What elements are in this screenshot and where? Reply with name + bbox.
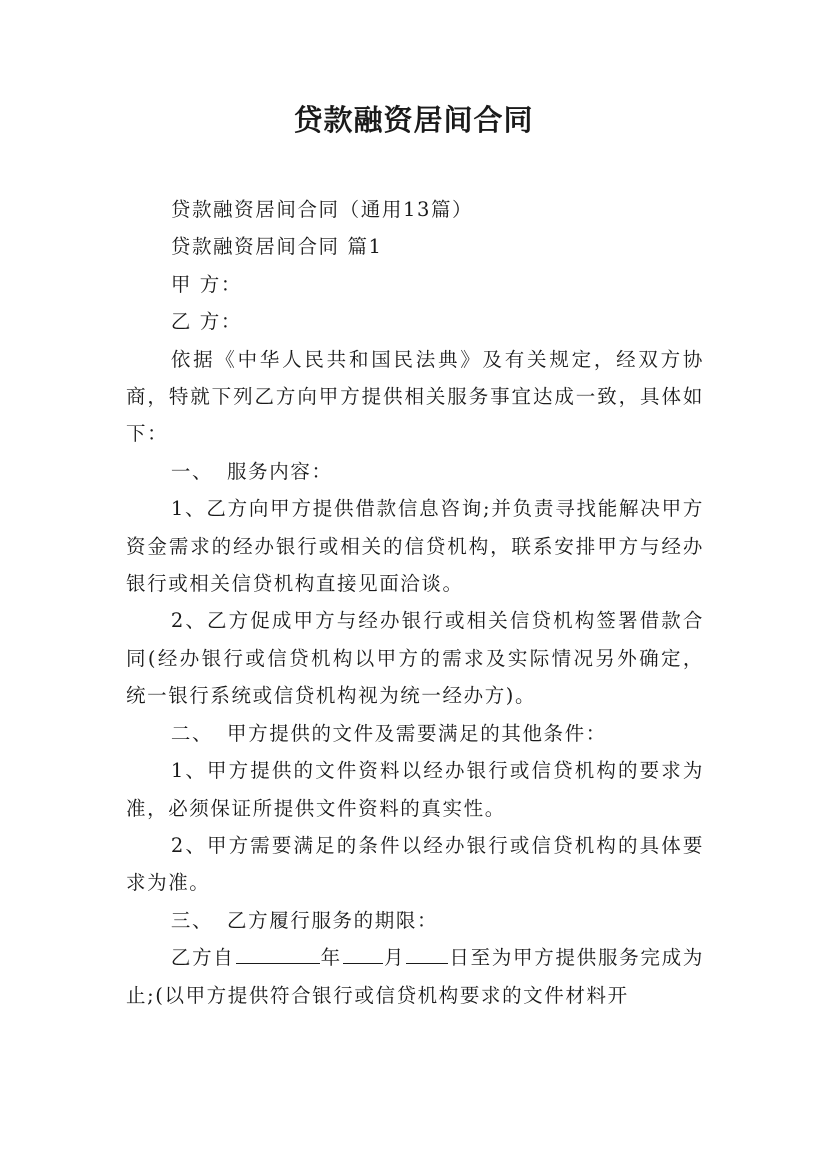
text-year: 年: [320, 946, 342, 970]
clause-2-item-2: 2、甲方需要满足的条件以经办银行或信贷机构的具体要求为准。: [126, 833, 704, 895]
text-until: 日至为甲方提供服务完成为止;(以甲方提供符合银行或信贷机构要求的文件材料开: [126, 946, 704, 1007]
day-blank: [406, 943, 448, 964]
clause-heading-2: [126, 715, 704, 752]
month-blank: [343, 943, 383, 964]
clause-title-2: 甲方提供的文件及需要满足的其他条件：: [227, 721, 607, 745]
clause-3-item-1: [126, 939, 704, 1014]
clause-number-2: 二、: [170, 721, 214, 745]
paragraph-party-b: 乙 方：: [170, 310, 242, 334]
paragraph-section-heading: 贷款融资居间合同 篇1: [170, 235, 383, 259]
paragraph-preamble: 依据《中华人民共和国民法典》及有关规定，经双方协商，特就下列乙方向甲方提供相关服务事宜达成一致，具体如下：: [126, 347, 704, 446]
clause-heading-3: [126, 902, 704, 939]
clause-title-1: 服务内容：: [227, 459, 333, 483]
document-title: 贷款融资居间合同: [293, 103, 534, 137]
text-from: 乙方自: [170, 946, 235, 970]
clause-number-1: 一、: [170, 459, 214, 483]
text-month: 月: [383, 946, 406, 970]
clause-1-item-1: 1、乙方向甲方提供借款信息咨询;并负责寻找能解决甲方资金需求的经办银行或相关的信贷机构，联系安排甲方与经办银行或相关信贷机构直接见面洽谈。: [126, 497, 704, 596]
clause-number-3: 三、: [170, 908, 214, 932]
clause-title-3: 乙方履行服务的期限：: [227, 908, 439, 932]
paragraph-party-a: 甲 方：: [170, 272, 242, 296]
clause-1-item-2: 2、乙方促成甲方与经办银行或相关信贷机构签署借款合同(经办银行或信贷机构以甲方的需求及实际情况另外确定，统一银行系统或信贷机构视为统一经办方)。: [126, 609, 704, 708]
year-blank: [236, 943, 320, 964]
document-body: [126, 191, 704, 1014]
clause-heading-1: [126, 453, 704, 490]
clause-2-item-1: 1、甲方提供的文件资料以经办银行或信贷机构的要求为准，必须保证所提供文件资料的真实性。: [126, 759, 704, 820]
paragraph-subtitle: 贷款融资居间合同（通用13篇）: [170, 198, 474, 221]
